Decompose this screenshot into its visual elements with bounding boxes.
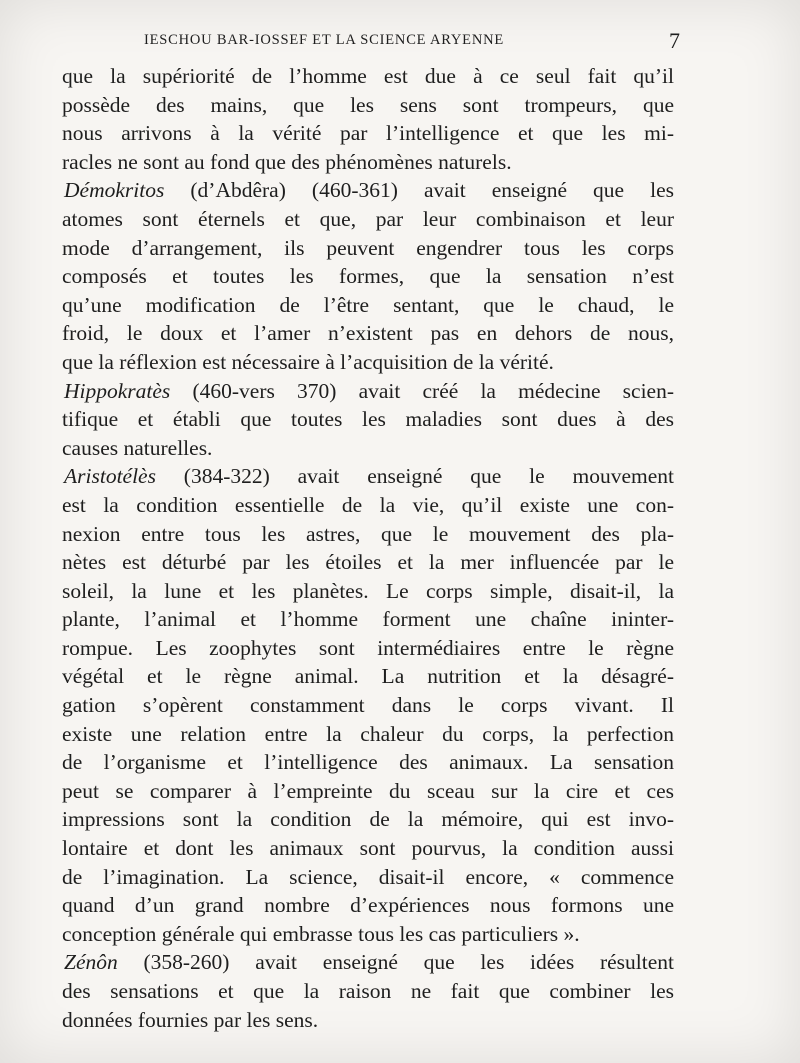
text-line: conception générale qui embrasse tous les cas particuliers ». [62,921,580,946]
text-line: soleil, la lune et les planètes. Le corps simple, disait-il, la [62,578,674,603]
text-line: des sensations et que la raison ne fait que combiner les [62,979,674,1003]
text-line: que la réflexion est nécessaire à l’acquisition de la vérité. [62,349,554,374]
text-line: atomes sont éternels et que, par leur combinaison et leur [62,206,674,231]
person-name: Démokritos [64,178,165,203]
page-number: 7 [669,28,680,53]
running-header-title: IESCHOU BAR-IOSSEF ET LA SCIENCE ARYENNE [144,32,505,48]
text-line: peut se comparer à l’empreinte du sceau sur la cire et ces [62,778,674,803]
text-line: tifique et établi que toutes les maladies sont dues à des [62,407,674,432]
text-line: que la supériorité de l’homme est due à ce seul fait qu’il [62,64,674,88]
paragraph-hippokrates [62,377,674,463]
text-line: rompue. Les zoophytes sont intermédiaires entre le règne [62,635,674,660]
text-line: végétal et le règne animal. La nutrition et la désagré- [62,664,674,689]
text-line: froid, le doux et l’amer n’existent pas en dehors de nous, [62,321,674,346]
text-line: mode d’arrangement, ils peuvent engendrer tous les corps [62,235,674,260]
text-line-first [62,948,674,977]
text-line-rest: (358-260) avait enseigné que les idées résultent [117,950,674,975]
text-line: de l’organisme et l’intelligence des animaux. La sensation [62,750,674,775]
text-line: possède des mains, que les sens sont trompeurs, que [62,92,674,117]
paragraph-zenon [62,948,674,1034]
paragraph-continuation [62,62,674,176]
text-line: données fournies par les sens. [62,1007,319,1032]
text-line-first [62,377,674,406]
paragraph-demokritos [62,176,674,376]
text-line-first [62,462,674,491]
text-line: lontaire et dont les animaux sont pourvus, la condition aussi [62,836,674,861]
text-line: nètes est déturbé par les étoiles et la mer influencée par le [62,550,674,575]
text-line-rest: (460-vers 370) avait créé la médecine scien- [170,378,674,403]
text-line: quand d’un grand nombre d’expériences nous formons une [62,893,674,918]
text-line: nous arrivons à la vérité par l’intelligence et que les mi- [62,121,674,146]
body-text [62,62,674,1034]
text-line: plante, l’animal et l’homme forment une chaîne ininter- [62,607,674,632]
person-name: Aristotélès [64,464,156,489]
person-name: Zénôn [64,950,118,975]
text-line: gation s’opèrent constamment dans le corps vivant. Il [62,693,674,718]
text-line-first [62,176,674,205]
text-line: impressions sont la condition de la mémoire, qui est invo- [62,807,674,832]
text-line: nexion entre tous les astres, que le mouvement des pla- [62,521,674,546]
running-header [60,28,680,56]
text-line: composés et toutes les formes, que la sensation n’est [62,264,674,289]
text-line: causes naturelles. [62,435,213,460]
person-name: Hippokratès [64,378,171,403]
text-line-rest: (384-322) avait enseigné que le mouvement [155,464,674,489]
text-line: racles ne sont au fond que des phénomènes naturels. [62,149,512,174]
text-line: est la condition essentielle de la vie, qu’il existe une con- [62,492,674,517]
paragraph-aristoteles [62,462,674,948]
text-line: de l’imagination. La science, disait-il encore, « commence [62,864,674,889]
text-line: existe une relation entre la chaleur du corps, la perfection [62,721,674,746]
text-line: qu’une modification de l’être sentant, que le chaud, le [62,292,674,317]
text-line-rest: (d’Abdêra) (460-361) avait enseigné que les [164,178,674,203]
